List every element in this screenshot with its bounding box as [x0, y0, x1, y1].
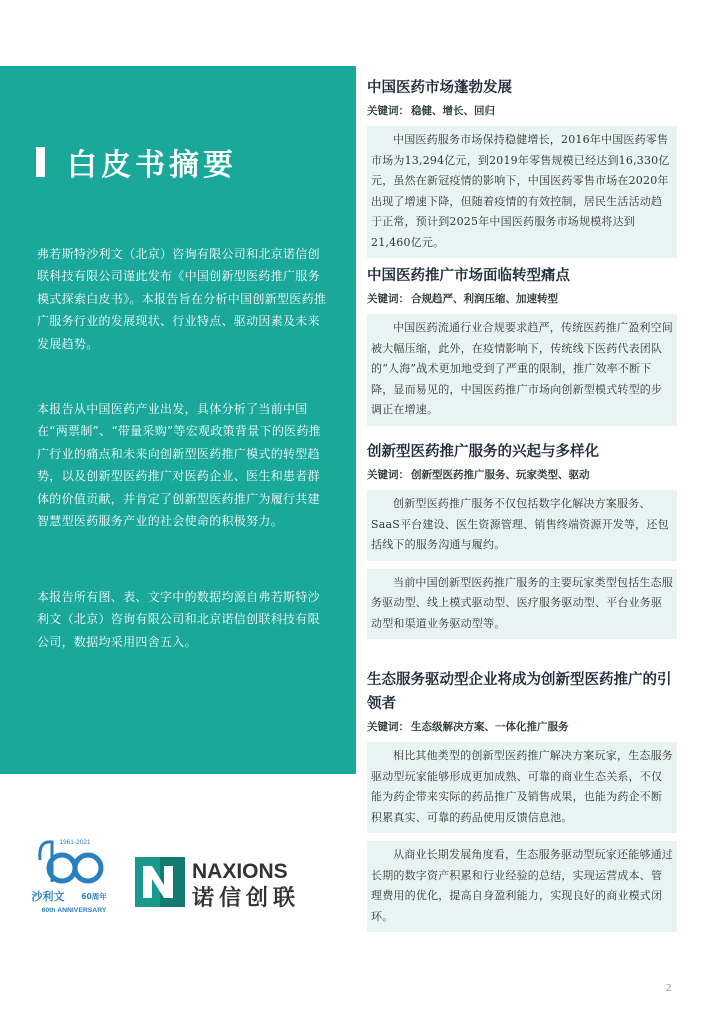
summary-title: 白皮书摘要 [67, 148, 237, 183]
anniversary-en: 60th ANNIVERSARY [41, 907, 107, 914]
title-accent-bar [36, 147, 45, 177]
section-title: 创新型医药推广服务的兴起与多样化 [367, 444, 599, 460]
section-body [367, 742, 677, 833]
section-body [367, 314, 677, 426]
section-body [367, 841, 677, 932]
summary-heading [36, 140, 237, 184]
naxions-logo [130, 852, 340, 912]
section-keywords: 关键词： 稳健、增长、回归 [367, 105, 495, 117]
section-keywords: 关键词： 创新型医药推广服务、玩家类型、驱动 [367, 469, 590, 481]
section-paragraph: 创新型医药推广服务不仅包括数字化解决方案服务、SaaS平台建设、医生资源管理、销售终端资源开发等，还包括线下的服务沟通与履约。 [371, 497, 669, 551]
section-body [367, 569, 677, 640]
anniversary-years: 1961-2021 [59, 839, 91, 846]
page-number: 2 [666, 982, 672, 994]
section-keywords: 关键词： 生态级解决方案、一体化推广服务 [367, 721, 569, 733]
anniversary-cn-name: 沙利文 [31, 890, 65, 903]
summary-paragraph: 本报告从中国医药产业出发，具体分析了当前中国在“两票制”、“带量采购”等宏观政策背景下的医药推广行业的痛点和未来向创新型医药推广模式的转型趋势，以及创新型医药推广对医药企业、医生和患者群体的价值贡献，并肯定了创新型医药推广为履行共建智慧型医药服务产业的社会使命的积极努力。 [37, 402, 322, 529]
anniversary-logo [26, 832, 122, 922]
section-paragraph: 当前中国创新型医药推广服务的主要玩家类型包括生态服务驱动型、线上模式驱动型、医疗服务驱动型、平台业务驱动型和渠道业务驱动型等。 [371, 575, 673, 630]
section-title: 生态服务驱动型企业将成为创新型医药推广的引领者 [367, 672, 672, 712]
section-paragraph: 从商业长期发展角度看，生态服务驱动型玩家还能够通过长期的数字资产积累和行业经验的总结，实现运营成本、管理费用的优化，提高自身盈利能力，实现良好的商业模式闭环。 [371, 848, 673, 923]
naxions-en: NAXIONS [192, 860, 288, 883]
section-paragraph: 中国医药流通行业合规要求趋严，传统医药推广盈利空间被大幅压缩，此外，在疫情影响下，传统线下医药代表团队的“人海”战术更加地受到了严重的限制，推广效率不断下降，显而易见的，中国医药推广市场向创新型模式转型的步调正在增速。 [371, 321, 673, 416]
section-paragraph: 相比其他类型的创新型医药推广解决方案玩家，生态服务驱动型玩家能够形成更加成熟、可靠的商业生态关系，不仅能为药企带来实际的药品推广及销售成果，也能为药企不断积累真实、可靠的药品使用反馈信息池。 [371, 749, 673, 824]
section-transformation-pain [367, 264, 677, 426]
section-paragraph: 中国医药服务市场保持稳健增长，2016年中国医药零售市场为13,294亿元，到2019年零售规模已经达到16,330亿元，虽然在新冠疫情的影响下，中国医药零售市场在2020年出现了增速下降，但随着疫情的有效控制，居民生活活动趋于正常，预计到2025年中国医药服务市场规模将达到21,460亿元。 [371, 133, 670, 249]
section-innovative-services [367, 440, 677, 639]
summary-paragraph: 弗若斯特沙利文（北京）咨询有限公司和北京诺信创联科技有限公司谨此发布《中国创新型医药推广服务模式探索白皮书》。本报告旨在分析中国创新型医药推广服务行业的发展现状、行业特点、驱动因素及未来发展趋势。 [37, 247, 327, 351]
naxions-cn: 诺信创联 [192, 886, 301, 911]
summary-paragraph: 本报告所有图、表、文字中的数据均源自弗若斯特沙利文（北京）咨询有限公司和北京诺信创联科技有限公司，数据均采用四舍五入。 [37, 590, 320, 649]
section-title: 中国医药推广市场面临转型痛点 [367, 268, 570, 284]
section-ecosystem-leaders [367, 668, 677, 932]
section-body [367, 490, 677, 561]
section-keywords: 关键词： 合规趋严、利润压缩、加速转型 [367, 293, 558, 305]
section-title: 中国医药市场蓬勃发展 [367, 80, 512, 96]
section-body [367, 126, 677, 258]
anniversary-cn-suffix: 60周年 [81, 892, 107, 901]
section-market-growth [367, 76, 677, 258]
